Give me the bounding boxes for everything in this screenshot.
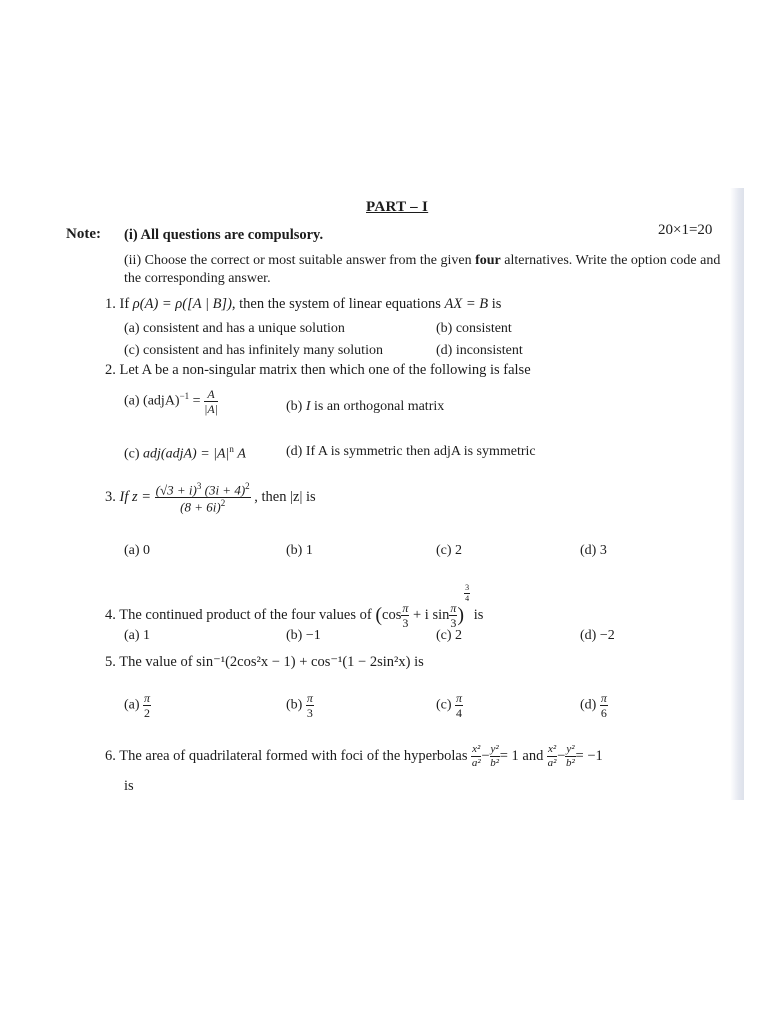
question-6: 6. The area of quadrilateral formed with foci of the hyperbolas $\frac{\text{x²}}{\text{a²}}$ − $\frac{\text{y²}}{\text{b²}}$ = 1 and $\frac{\text{x²}}{\text{a²}}$ − $\frac{\text{y²}}{\text{b²}}$ = −1 — [105, 743, 603, 769]
q2-number: 2. — [105, 362, 116, 378]
q4-exp-den: 4 — [465, 594, 470, 603]
q2-option-b — [286, 399, 444, 415]
q4-frac2-num: π — [450, 601, 457, 616]
q6-a1: a² — [471, 757, 481, 769]
q2-a-exp: −1 — [179, 391, 190, 402]
q4-paren-close: ) — [457, 604, 465, 627]
q5-b-num: π — [306, 691, 313, 705]
q2-b-label: (b) — [286, 399, 303, 414]
q5-a-den: 2 — [144, 706, 151, 720]
q5-a-num: π — [144, 691, 151, 705]
note-ii-prefix: (ii) Choose the correct or most suitable answer from the given — [124, 253, 472, 268]
q3-den: (8 + 6i) — [180, 499, 221, 515]
q4-option-c: (c) 2 — [436, 628, 463, 643]
q3-stem-a: If z = — [119, 489, 152, 506]
q2-b-var: I — [305, 399, 311, 414]
note-item-i: (i) All questions are compulsory. — [124, 227, 324, 243]
q5-option-d — [580, 692, 608, 719]
q3-num-part2: (3i + 4) — [204, 482, 246, 498]
note-label: Note: — [66, 226, 101, 242]
q2-a-num: A — [204, 388, 218, 402]
q5-c-den: 4 — [456, 706, 463, 720]
q3-num-exp1: 3 — [196, 481, 202, 491]
q6-frac-x2 — [547, 744, 557, 769]
q1-stem-a: If — [119, 296, 130, 312]
q5-d-frac — [600, 692, 608, 719]
q3-stem-b: , then |z| is — [254, 489, 316, 506]
q2-c-exp: n — [229, 444, 234, 454]
q6-b2: b² — [566, 757, 575, 769]
q2-option-a: (a) (adjA)$^{-1}$ = $\frac{A}{|A|}$ — [124, 387, 219, 416]
q3-numerator — [155, 482, 251, 498]
q4-stem-b: is — [473, 607, 484, 623]
q5-c-num: π — [456, 691, 463, 705]
q6-stem-b: is — [124, 778, 134, 794]
q2-option-d: (d) If A is symmetric then adjA is symmetric — [286, 444, 536, 459]
q5-d-label: (d) — [580, 697, 597, 713]
q6-eq1: = 1 — [499, 747, 519, 764]
q4-frac1 — [401, 602, 409, 629]
q5-math: sin⁻¹(2cos²x − 1) + cos⁻¹(1 − 2sin²x) — [196, 654, 411, 670]
q1-option-b: (b) consistent — [436, 321, 512, 336]
q4-isin: + i sin — [413, 607, 450, 623]
q1-option-d: (d) inconsistent — [436, 343, 523, 358]
q5-a-label: (a) — [124, 697, 140, 713]
q6-y2: y² — [566, 743, 575, 755]
q5-option-a — [124, 692, 151, 719]
q3-option-d: (d) 3 — [580, 543, 607, 558]
q5-c-frac — [455, 692, 463, 719]
note-item-ii — [124, 252, 734, 288]
q3-option-c: (c) 2 — [436, 543, 463, 558]
q6-a2: a² — [547, 757, 557, 769]
question-4 — [105, 584, 483, 629]
q4-number: 4. — [105, 607, 116, 623]
question-5 — [105, 654, 424, 671]
q4-option-b: (b) −1 — [286, 628, 321, 643]
q1-stem-c: is — [491, 296, 502, 312]
page-title: PART – I — [366, 199, 429, 215]
q3-den-exp: 2 — [220, 498, 226, 509]
q5-d-den: 6 — [600, 706, 607, 720]
q6-and: and — [522, 747, 544, 764]
q4-frac1-num: π — [402, 601, 409, 616]
q5-option-c — [436, 692, 463, 719]
q5-a-frac — [143, 692, 151, 719]
q5-b-label: (b) — [286, 697, 303, 713]
q5-b-den: 3 — [306, 706, 313, 720]
q5-d-num: π — [600, 691, 607, 705]
q6-frac-y1 — [490, 744, 500, 769]
q5-stem-b: is — [414, 654, 424, 670]
q2-option-c — [124, 444, 246, 463]
q2-stem: Let A be a non-singular matrix then which one of the following is false — [119, 362, 531, 378]
q3-fraction — [155, 482, 251, 514]
q4-exp-num: 3 — [465, 583, 470, 592]
q2-a-label: (a) — [124, 393, 140, 409]
q4-frac2-den: 3 — [450, 616, 457, 631]
q6-x2: x² — [547, 743, 557, 755]
q3-number: 3. — [105, 489, 116, 506]
q1-stem-b: , then the system of linear equations — [231, 296, 441, 312]
q3-option-a: (a) 0 — [124, 543, 151, 558]
question-1 — [105, 296, 501, 313]
q2-a-den: |A| — [204, 402, 219, 416]
q2-a-lhs: (adjA) — [143, 393, 180, 409]
q1-math-rank: ρ(A) = ρ([A | B]) — [132, 296, 232, 312]
q6-stem-a: The area of quadrilateral formed with foci of the hyperbolas — [119, 747, 468, 764]
q6-x1: x² — [472, 743, 481, 755]
q6-number: 6. — [105, 747, 116, 764]
q6-frac-y2 — [565, 744, 575, 769]
q5-stem-a: The value of — [119, 654, 193, 670]
q6-eq2: = −1 — [575, 747, 603, 764]
q4-frac1-den: 3 — [402, 616, 409, 631]
q6-frac-x1 — [471, 744, 481, 769]
question-3 — [105, 482, 316, 514]
q3-denominator — [155, 498, 251, 513]
q4-cos: cos — [382, 607, 402, 623]
q2-c-label: (c) — [124, 446, 140, 462]
q3-num-exp2: 2 — [245, 481, 250, 491]
q4-exponent — [464, 584, 470, 603]
q1-number: 1. — [105, 296, 116, 312]
q2-a-fraction — [204, 388, 218, 415]
q1-option-c: (c) consistent and has infinitely many solution — [124, 343, 383, 358]
q2-c-math: adj(adjA) = |A| — [143, 446, 230, 462]
q2-c-tail: A — [237, 446, 246, 462]
q1-math-system: AX = B — [444, 296, 489, 312]
q4-option-a: (a) 1 — [124, 628, 151, 643]
q3-option-b: (b) 1 — [286, 543, 313, 558]
q4-option-d: (d) −2 — [580, 628, 615, 643]
q3-num-part1: (√3 + i) — [155, 482, 197, 498]
q4-stem-a: The continued product of the four values of — [119, 607, 372, 623]
q5-number: 5. — [105, 654, 116, 670]
q6-b1: b² — [490, 757, 500, 769]
q5-b-frac — [306, 692, 314, 719]
q2-b-text: is an orthogonal matrix — [314, 399, 445, 414]
q6-y1: y² — [490, 743, 499, 755]
note-ii-bold: four — [475, 253, 501, 268]
q4-paren-open: ( — [375, 604, 383, 627]
marks-allocation: 20×1=20 — [658, 222, 713, 238]
q1-option-a: (a) consistent and has a unique solution — [124, 321, 345, 336]
q5-option-b — [286, 692, 314, 719]
q5-c-label: (c) — [436, 697, 452, 713]
question-2 — [105, 362, 531, 379]
note-ii-suffix: alternatives. Write the option code and the corresponding answer. — [124, 253, 721, 286]
